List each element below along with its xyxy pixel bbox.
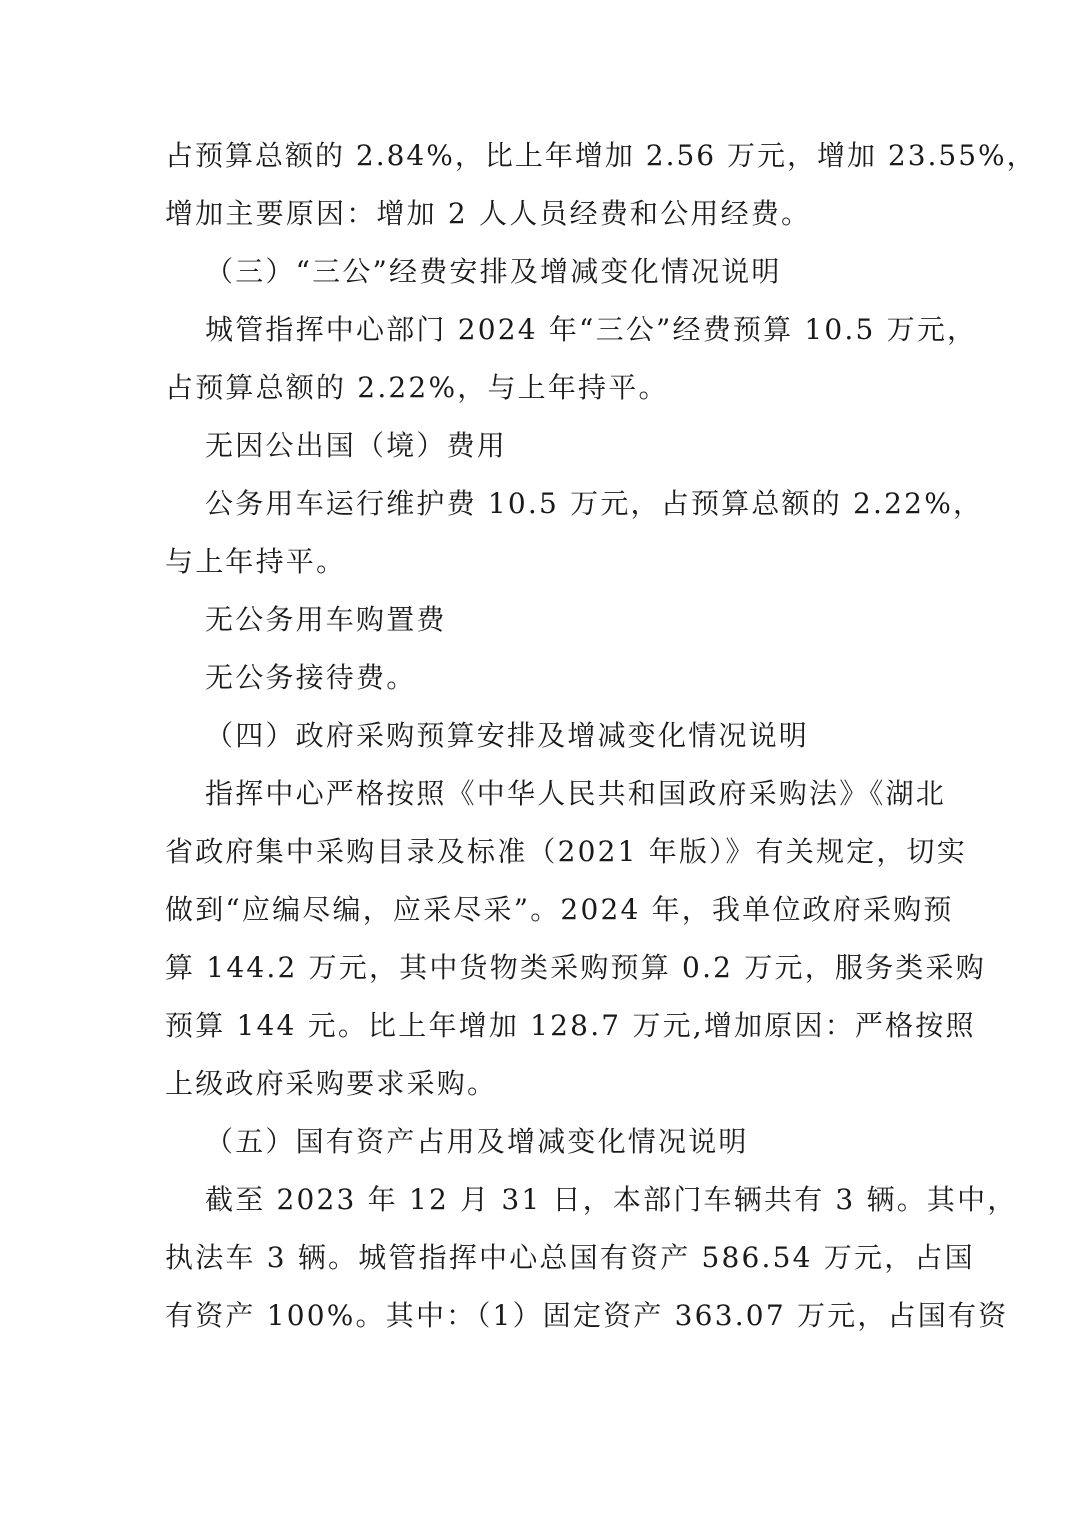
body-line-20: 执法车 3 辆。城管指挥中心总国有资产 586.54 万元，占国 [165, 1241, 975, 1274]
body-line-21: 有资产 100%。其中：（1）固定资产 363.07 万元，占国有资 [165, 1299, 1009, 1332]
body-line-9: 无公务用车购置费 [205, 603, 447, 636]
body-line-16: 预算 144 元。比上年增加 128.7 万元,增加原因：严格按照 [165, 1009, 976, 1042]
body-line-12: 指挥中心严格按照《中华人民共和国政府采购法》《湖北 [205, 777, 947, 810]
section-heading-4: （四）政府采购预算安排及增减变化情况说明 [205, 719, 810, 752]
body-line-10: 无公务接待费。 [205, 661, 417, 694]
body-line-13: 省政府集中采购目录及标准（2021 年版）》有关规定，切实 [165, 835, 967, 868]
body-line-7: 公务用车运行维护费 10.5 万元，占预算总额的 2.22%， [205, 487, 984, 520]
section-heading-5: （五）国有资产占用及增减变化情况说明 [205, 1125, 749, 1158]
body-line-14: 做到“应编尽编，应采尽采”。2024 年，我单位政府采购预 [165, 893, 954, 926]
body-line-2: 增加主要原因：增加 2 人人员经费和公用经费。 [165, 197, 812, 230]
body-line-5: 占预算总额的 2.22%，与上年持平。 [165, 371, 669, 404]
body-line-8: 与上年持平。 [165, 545, 347, 578]
body-line-6: 无因公出国（境）费用 [205, 429, 508, 462]
body-line-17: 上级政府采购要求采购。 [165, 1067, 498, 1100]
body-line-15: 算 144.2 万元，其中货物类采购预算 0.2 万元，服务类采购 [165, 951, 986, 984]
body-line-19: 截至 2023 年 12 月 31 日，本部门车辆共有 3 辆。其中， [205, 1183, 1018, 1216]
body-line-1: 占预算总额的 2.84%，比上年增加 2.56 万元，增加 23.55%， [165, 139, 1037, 172]
body-line-4: 城管指挥中心部门 2024 年“三公”经费预算 10.5 万元， [205, 313, 978, 346]
section-heading-3: （三）“三公”经费安排及增减变化情况说明 [205, 255, 782, 288]
